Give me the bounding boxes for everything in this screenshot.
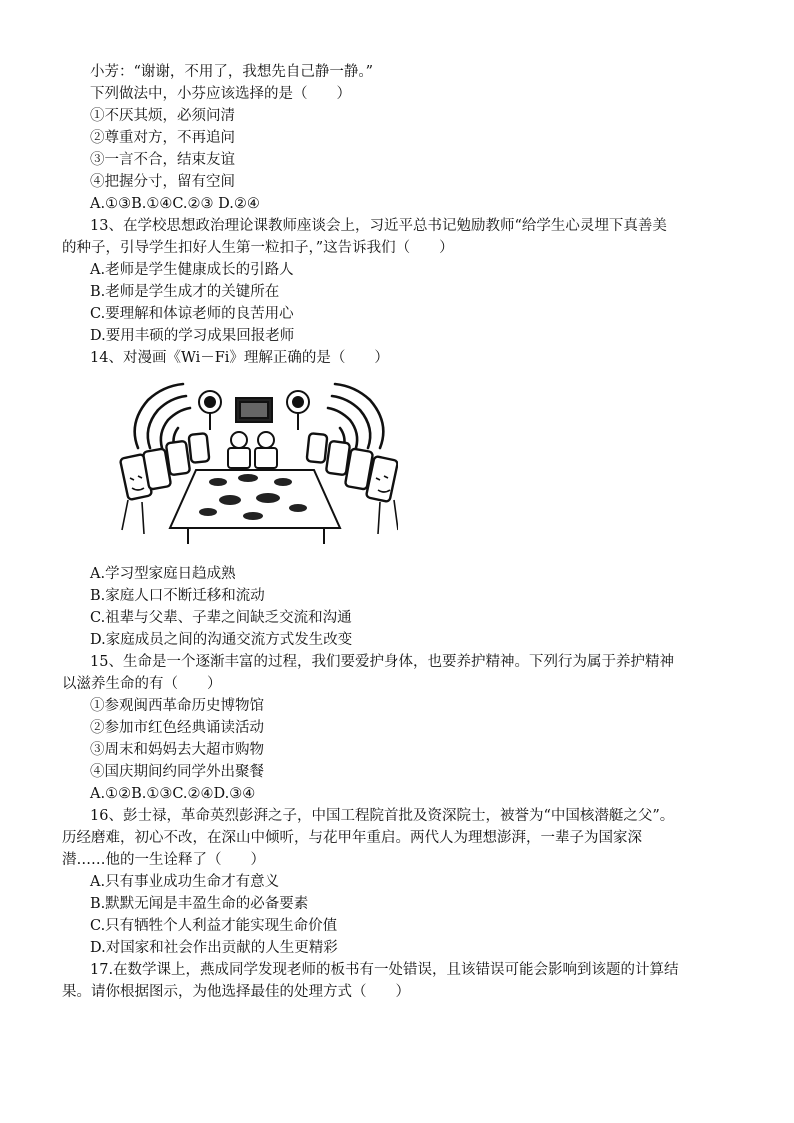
choice-a: A.只有事业成功生命才有意义 <box>90 874 280 890</box>
answer-choices: A.①②B.①③C.②④D.③④ <box>90 786 256 802</box>
choice-b: B.老师是学生成才的关键所在 <box>90 284 280 300</box>
choice-a: A.老师是学生健康成长的引路人 <box>90 262 294 278</box>
choice-c: C.只有牺牲个人利益才能实现生命价值 <box>90 918 338 934</box>
question-14-stem: 14、对漫画《Wi－Fi》理解正确的是（ ） <box>90 350 389 366</box>
option-item: ②尊重对方，不再追问 <box>90 130 235 146</box>
question-16-stem: 16、彭士禄，革命英烈彭湃之子，中国工程院首批及资深院士，被誉为“中国核潜艇之父”。 <box>90 808 675 824</box>
choice-d: D.家庭成员之间的沟通交流方式发生改变 <box>90 632 353 648</box>
question-13-stem: 13、在学校思想政治理论课教师座谈会上，习近平总书记勉励教师“给学生心灵埋下真善美 <box>90 218 667 234</box>
question-stem: 下列做法中，小芬应该选择的是（ ） <box>90 86 351 102</box>
choice-a: A.学习型家庭日趋成熟 <box>90 566 236 582</box>
question-17-stem: 17.在数学课上，燕成同学发现老师的板书有一处错误，且该错误可能会影响到该题的计算结 <box>90 962 679 978</box>
choice-b: B.默默无闻是丰盈生命的必备要素 <box>90 896 309 912</box>
wifi-cartoon-image <box>118 378 398 546</box>
option-item: ③一言不合，结束友谊 <box>90 152 235 168</box>
choice-d: D.要用丰硕的学习成果回报老师 <box>90 328 295 344</box>
dialogue-line: 小芳：“谢谢，不用了，我想先自己静一静。” <box>90 64 374 80</box>
option-item: ①不厌其烦，必须问清 <box>90 108 235 124</box>
choice-d: D.对国家和社会作出贡献的人生更精彩 <box>90 940 338 956</box>
question-13-stem-cont: 的种子，引导学生扣好人生第一粒扣子，”这告诉我们（ ） <box>62 240 454 256</box>
option-item: ④把握分寸，留有空间 <box>90 174 235 190</box>
choice-b: B.家庭人口不断迁移和流动 <box>90 588 265 604</box>
question-15-stem: 15、生命是一个逐渐丰富的过程，我们要爱护身体，也要养护精神。下列行为属于养护精神 <box>90 654 674 670</box>
question-17-stem-cont: 果。请你根据图示，为他选择最佳的处理方式（ ） <box>62 984 410 1000</box>
option-item: ③周末和妈妈去大超市购物 <box>90 742 264 758</box>
answer-choices: A.①③B.①④C.②③ D.②④ <box>90 196 260 212</box>
choice-c: C.要理解和体谅老师的良苦用心 <box>90 306 294 322</box>
choice-c: C.祖辈与父辈、子辈之间缺乏交流和沟通 <box>90 610 352 626</box>
option-item: ②参加市红色经典诵读活动 <box>90 720 264 736</box>
question-16-stem-cont: 潜……他的一生诠释了（ ） <box>62 852 265 868</box>
question-16-stem-cont: 历经磨难，初心不改，在深山中倾听，与花甲年重启。两代人为理想澎湃，一辈子为国家深 <box>62 830 642 846</box>
option-item: ①参观闽西革命历史博物馆 <box>90 698 264 714</box>
option-item: ④国庆期间约同学外出聚餐 <box>90 764 264 780</box>
question-15-stem-cont: 以滋养生命的有（ ） <box>62 676 222 692</box>
